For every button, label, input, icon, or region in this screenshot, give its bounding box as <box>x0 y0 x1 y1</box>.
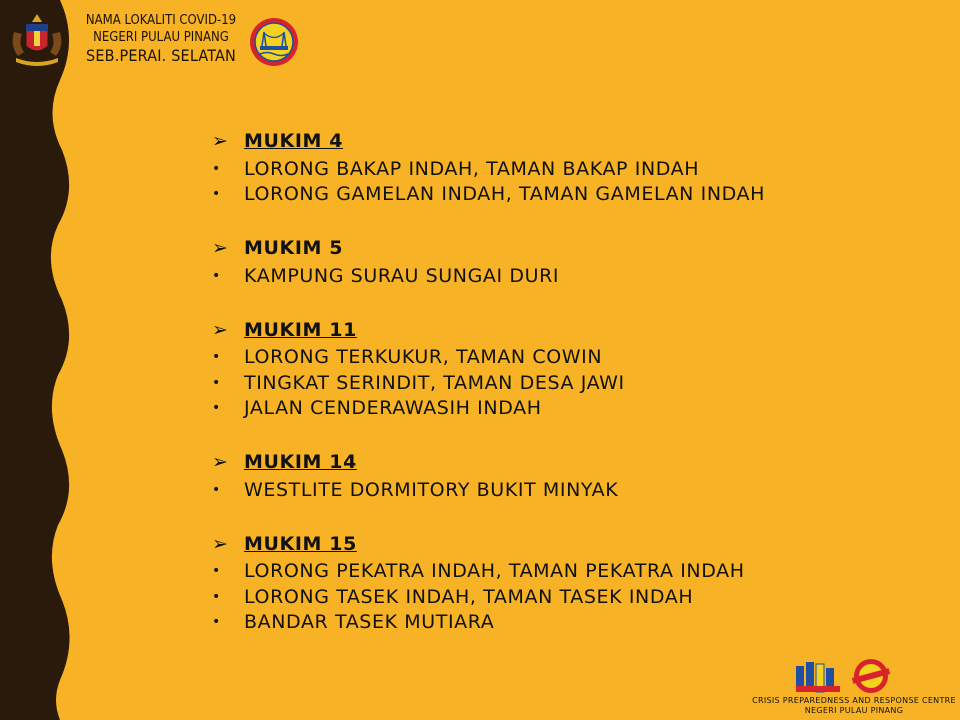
arrowhead-icon: ➢ <box>212 130 229 152</box>
left-wave-border <box>0 0 80 720</box>
mukim-title: MUKIM 15 <box>244 532 357 555</box>
mukim-title: MUKIM 5 <box>244 237 344 259</box>
mukim-heading <box>212 315 812 345</box>
list-item <box>212 559 812 585</box>
locality-name: LORONG BAKAP INDAH, TAMAN BAKAP INDAH <box>244 157 700 180</box>
mukim-title: MUKIM 14 <box>244 451 357 473</box>
footer-caption <box>734 696 960 716</box>
locality-name: LORONG GAMELAN INDAH, TAMAN GAMELAN INDAH <box>244 183 766 206</box>
list-item <box>212 345 812 371</box>
header-line-3: SEB.PERAI. SELATAN <box>85 46 236 65</box>
bullet-icon: • <box>212 481 221 498</box>
locality-name: LORONG PEKATRA INDAH, TAMAN PEKATRA INDAH <box>244 560 745 583</box>
bullet-icon: • <box>212 563 221 580</box>
locality-name: JALAN CENDERAWASIH INDAH <box>244 397 542 420</box>
locality-list <box>212 126 812 661</box>
bullet-icon: • <box>212 374 221 391</box>
mukim-section <box>212 447 812 503</box>
arrowhead-icon: ➢ <box>212 451 229 473</box>
mukim-section <box>212 315 812 422</box>
list-item <box>212 156 812 182</box>
footer-line-2: NEGERI PULAU PINANG <box>804 706 904 715</box>
mukim-title: MUKIM 11 <box>244 318 357 341</box>
arrowhead-icon: ➢ <box>212 237 229 259</box>
list-item <box>212 396 812 422</box>
bullet-icon: • <box>212 186 221 203</box>
list-item <box>212 370 812 396</box>
list-item <box>212 182 812 208</box>
bullet-icon: • <box>212 614 221 631</box>
locality-name: LORONG TERKUKUR, TAMAN COWIN <box>244 346 603 369</box>
header-title <box>70 12 252 66</box>
list-item <box>212 584 812 610</box>
mukim-section <box>212 126 812 207</box>
bullet-icon: • <box>212 160 221 177</box>
locality-name: KAMPUNG SURAU SUNGAI DURI <box>244 264 560 287</box>
mukim-heading <box>212 447 812 477</box>
arrowhead-icon: ➢ <box>212 532 229 555</box>
locality-name: BANDAR TASEK MUTIARA <box>244 611 495 634</box>
mukim-heading <box>212 529 812 559</box>
list-item <box>212 610 812 636</box>
mukim-title: MUKIM 4 <box>244 130 344 152</box>
list-item <box>212 263 812 289</box>
mukim-section <box>212 233 812 289</box>
list-item <box>212 477 812 503</box>
locality-name: LORONG TASEK INDAH, TAMAN TASEK INDAH <box>244 585 694 608</box>
locality-name: WESTLITE DORMITORY BUKIT MINYAK <box>244 478 619 501</box>
header-line-1: NAMA LOKALITI COVID-19 <box>85 13 237 28</box>
mukim-section <box>212 529 812 636</box>
arrowhead-icon: ➢ <box>212 318 229 341</box>
cprc-logo-icon <box>794 656 894 696</box>
bullet-icon: • <box>212 349 221 366</box>
malaysia-coat-of-arms-icon <box>6 12 68 68</box>
locality-name: TINGKAT SERINDIT, TAMAN DESA JAWI <box>244 371 625 394</box>
bullet-icon: • <box>212 400 221 417</box>
bullet-icon: • <box>212 267 221 284</box>
mukim-heading <box>212 233 812 263</box>
header-line-2: NEGERI PULAU PINANG <box>93 30 229 45</box>
bullet-icon: • <box>212 588 221 605</box>
footer-line-1: CRISIS PREPAREDNESS AND RESPONSE CENTRE <box>752 696 956 705</box>
penang-state-emblem-icon <box>248 16 300 68</box>
mukim-heading <box>212 126 812 156</box>
